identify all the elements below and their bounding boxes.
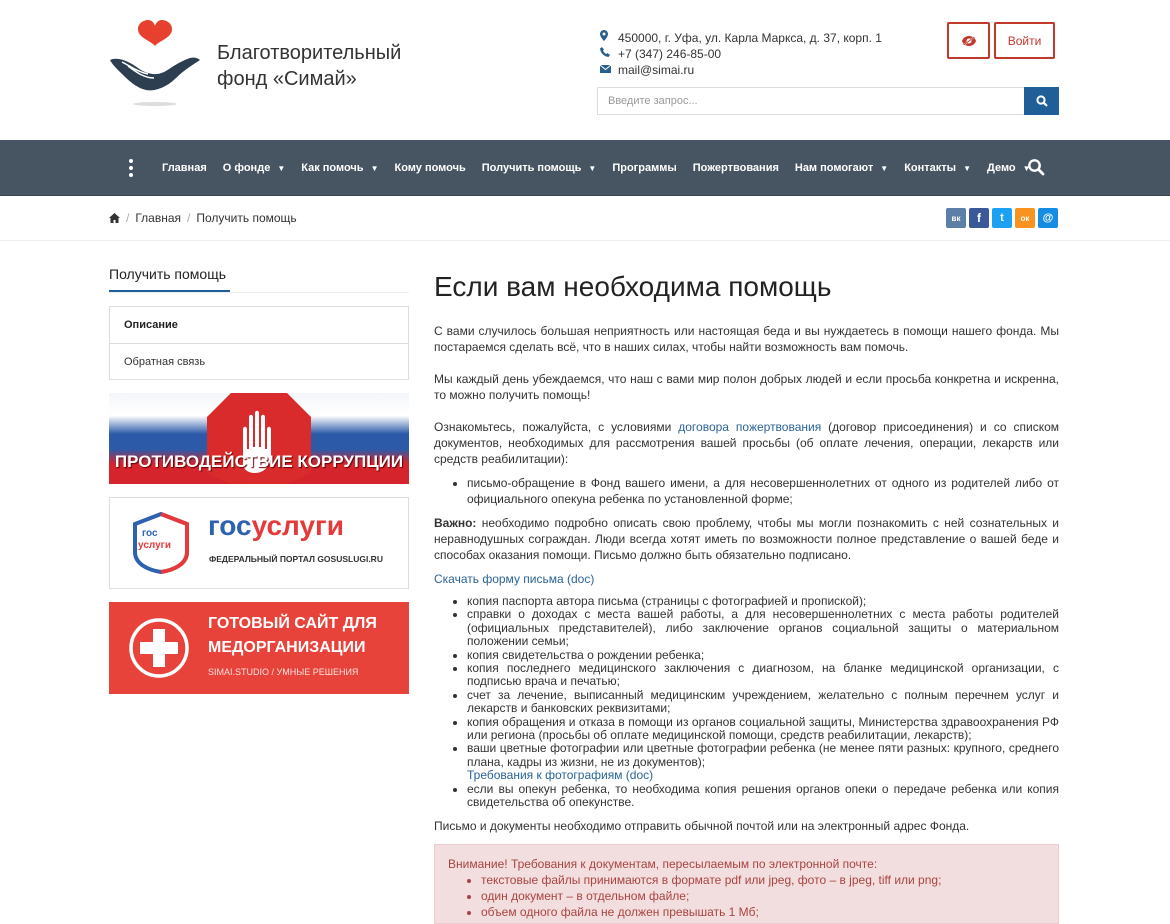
envelope-icon (600, 62, 618, 78)
chevron-down-icon: ▼ (880, 163, 889, 173)
important-paragraph: Важно: необходимо подробно описать свою проблему, чтобы мы могли познакомить с ней сознательных и неравнодушных сограждан. Люди всегда хотят иметь по возможности полное представление о вашей беде и способах оказания помощи. Письмо должно быть обязательно подписано. (434, 516, 1059, 562)
chevron-down-icon: ▼ (588, 163, 597, 173)
eye-icon (962, 36, 976, 46)
more-menu-icon[interactable] (126, 159, 136, 177)
donation-agreement-link[interactable]: договора пожертвования (678, 420, 822, 434)
logo-icon[interactable] (108, 20, 202, 110)
breadcrumb-item-home[interactable]: Главная (135, 211, 182, 225)
chevron-down-icon: ▼ (277, 163, 286, 173)
sidebar (109, 266, 409, 694)
sidebar-item-feedback[interactable]: Обратная связь (110, 343, 408, 379)
gosuslugi-banner[interactable] (109, 497, 409, 589)
alert-heading: Внимание! Требования к документам, пересылаемым по электронной почте: (448, 856, 878, 871)
list-item: • объем одного файла не должен превышать 1 Мб; (481, 904, 1045, 920)
gosuslugi-badge-top: гос (142, 528, 158, 539)
odnoklassniki-icon[interactable]: ок (1015, 208, 1035, 228)
search-icon (1036, 95, 1048, 107)
gosuslugi-title: госуслуги (208, 510, 344, 541)
moimir-icon[interactable]: @ (1038, 208, 1058, 228)
alert-box (434, 844, 1059, 924)
medorg-banner[interactable] (109, 602, 409, 694)
map-marker-icon (600, 30, 618, 46)
nav-item-home[interactable]: Главная (162, 162, 207, 174)
breadcrumb-item-current: Получить помощь (196, 211, 297, 225)
list-item: • ваши цветные фотографии или цветные фотографии ребенка (не менее пяти разных: крупного, среднего плана, кадры из жизни, не из документов); Требования к фотографиям (doc) (467, 742, 1059, 782)
nav-item-demo[interactable]: Демо ▼ (987, 162, 1031, 174)
anticorruption-banner[interactable] (109, 393, 409, 484)
site-header (0, 0, 1170, 140)
search-input[interactable] (597, 87, 1024, 115)
conditions-paragraph: Ознакомьтесь, пожалуйста, с условиями договора пожертвования (договор присоединения) и со списком документов, необходимых для рассмотрения вашей просьбы (об оплате лечения, операции, лекарств или средств реабилитации): (434, 420, 1059, 466)
chevron-down-icon: ▼ (963, 163, 971, 173)
search-bar (597, 87, 1059, 115)
list-item: • копия паспорта автора письма (страницы с фотографией и пропиской); (467, 595, 1059, 608)
sidebar-title: Получить помощь (109, 266, 226, 292)
site-name[interactable] (217, 40, 401, 92)
page-title: Если вам необходима помощь (434, 271, 832, 302)
list-item: • один документ – в отдельном файле; (481, 888, 1045, 904)
address-text: 450000, г. Уфа, ул. Карла Маркса, д. 37, корп. 1 (618, 31, 882, 45)
nav-item-programs[interactable]: Программы (612, 162, 677, 174)
download-form-link[interactable]: Скачать форму письма (doc) (434, 572, 595, 586)
anticorruption-text: ПРОТИВОДЕЙСТВИЕ КОРРУПЦИИ (114, 452, 404, 471)
medorg-line3: SIMAI.STUDIO / УМНЫЕ РЕШЕНИЯ (208, 667, 359, 677)
list-item: • справки о доходах с места вашей работы, а для несовершеннолетних с места работы родителей (официальных представителей), либо заключение органов социальной защиты о материальном положении семьи; (467, 608, 1059, 648)
alert-list (481, 872, 1045, 920)
kindness-paragraph: Мы каждый день убеждаемся, что наш с вами мир полон добрых людей и если просьба конкретна и искренна, то можно получить помощь! (434, 372, 1059, 402)
breadcrumb (109, 211, 297, 225)
nav-item-donations[interactable]: Пожертвования (692, 162, 779, 174)
phone-row (600, 46, 882, 62)
medical-cross-icon (128, 617, 190, 679)
list-item: • копия обращения и отказа в помощи из органов социальной защиты, Министерства здравоохранения РФ или региона (просьбы об оплате медицинской помощи, средств реабилитации, лекарств); (467, 716, 1059, 743)
list-item: • письмо-обращение в Фонд вашего имени, а для несовершеннолетних от одного из родителей либо от официального опекуна ребенка по установленной форме; (467, 475, 1059, 507)
nav-item-about[interactable]: О фонде ▼ (222, 162, 286, 174)
list-item: • если вы опекун ребенка, то необходима копия решения органов опеки о передаче ребенка или копия свидетельства об опекунстве. (467, 783, 1059, 810)
site-name-line1: Благотворительный (217, 42, 402, 64)
download-paragraph (434, 571, 1059, 587)
accessibility-button[interactable] (947, 22, 990, 59)
site-name-line2: фонд «Симай» (217, 68, 357, 90)
main-navigation (0, 140, 1170, 196)
documents-list (467, 595, 1059, 810)
chevron-down-icon: ▼ (1022, 163, 1031, 173)
list-item: • копия последнего медицинского заключения с диагнозом, на бланке медицинской организации, с подписью врача и печатью; (467, 662, 1059, 689)
phone-icon (600, 46, 618, 62)
nav-item-whom-to-help[interactable]: Кому помочь (394, 162, 466, 174)
twitter-icon[interactable]: t (992, 208, 1012, 228)
address-row (600, 30, 882, 46)
list-item: • текстовые файлы принимаются в формате pdf или jpeg, фото – в jpeg, tiff или png; (481, 872, 1045, 888)
search-icon[interactable] (1027, 158, 1045, 176)
email-row (600, 62, 882, 78)
contacts-block (600, 30, 882, 78)
sidebar-item-description[interactable]: Описание (124, 319, 178, 331)
share-buttons (946, 208, 1058, 228)
letter-list (467, 475, 1059, 507)
nav-item-get-help[interactable]: Получить помощь ▼ (481, 162, 597, 174)
login-button[interactable]: Войти (994, 22, 1055, 59)
nav-item-partners[interactable]: Нам помогают ▼ (794, 162, 889, 174)
breadcrumb-separator: / (126, 211, 130, 225)
vk-icon[interactable]: вк (946, 208, 966, 228)
gosuslugi-subtitle: ФЕДЕРАЛЬНЫЙ ПОРТАЛ GOSUSLUGI.RU (209, 554, 383, 564)
breadcrumb-separator: / (187, 211, 191, 225)
email-text[interactable]: mail@simai.ru (618, 63, 695, 77)
medorg-line1: ГОТОВЫЙ САЙТ ДЛЯ (208, 615, 377, 632)
photo-requirements-link[interactable]: Требования к фотографиям (doc) (467, 768, 654, 783)
send-paragraph: Письмо и документы необходимо отправить обычной почтой или на электронный адрес Фонда. (434, 818, 970, 833)
list-item: • копия свидетельства о рождении ребенка; (467, 649, 1059, 662)
nav-item-how-to-help[interactable]: Как помочь ▼ (301, 162, 379, 174)
search-button[interactable] (1024, 87, 1059, 115)
gosuslugi-badge-bottom: услуги (138, 540, 171, 551)
main-content (434, 268, 1059, 924)
nav-item-contacts[interactable]: Контакты ▼ (904, 162, 971, 174)
divider (109, 292, 409, 293)
intro-paragraph: С вами случилось большая неприятность или настоящая беда и вы нуждаетесь в помощи нашего фонда. Мы постараемся сделать всё, что в наших силах, чтобы найти возможность вам помочь. (434, 324, 1059, 354)
facebook-icon[interactable]: f (969, 208, 989, 228)
list-item: • счет за лечение, выписанный медицинским учреждением, желательно с полным перечнем услуг и лекарств и банковских реквизитами; (467, 689, 1059, 716)
home-icon[interactable] (109, 213, 120, 223)
phone-text[interactable]: +7 (347) 246-85-00 (618, 47, 722, 61)
medorg-line2: МЕДОРГАНИЗАЦИИ (208, 639, 366, 656)
nav-menu (154, 140, 1039, 196)
sidebar-menu (109, 306, 409, 380)
chevron-down-icon: ▼ (370, 163, 379, 173)
